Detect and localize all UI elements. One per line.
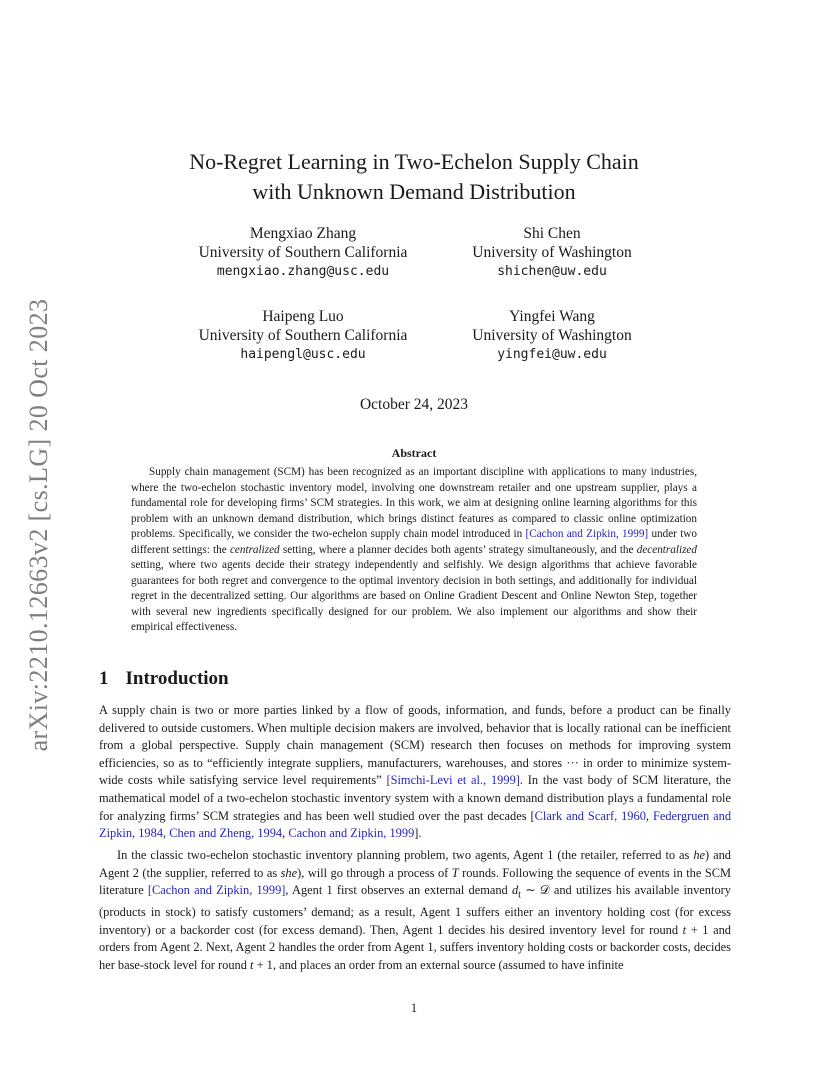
text-run: Supply chain management (SCM) has been recognized as an important discipline with applications to many industries, where the two-echelon stochastic inventory model, involving one downstream retailer and one upstream supplier, plays a fundamental role for developing firms’ SCM strategies. In this work, we aim at designing online learning algorithms for this problem with an unknown demand distribution, which brings distinct features as compared to classic online optimization problems. Specifically, we consider the two-echelon supply chain model introduced in <box>131 466 697 541</box>
text-run: , <box>282 826 289 841</box>
citation-link[interactable]: [Simchi-Levi et al., 1999] <box>386 773 520 788</box>
author-block <box>452 307 652 364</box>
math-subscript: t <box>518 889 522 901</box>
text-run: + 1 and orders from Agent 2. Next, Agent 2 handles the order from Agent 1, suffers inventory holding costs or backorder costs, decides her base-stock level for round <box>99 922 732 973</box>
emphasis: she <box>280 865 298 880</box>
abstract-text <box>131 465 697 636</box>
text-run: , <box>163 826 170 841</box>
author-affiliation: University of Washington <box>472 327 632 344</box>
title-line-1: No-Regret Learning in Two-Echelon Supply Chain <box>189 149 639 174</box>
author-name: Haipeng Luo <box>262 308 344 325</box>
math-symbol: ∼ 𝒟 <box>521 883 550 898</box>
paper-title <box>100 147 728 207</box>
text-run: rounds. Following the sequence of events in the SCM literature <box>99 865 731 898</box>
section-title: Introduction <box>125 668 229 689</box>
citation-link[interactable]: Cachon and Zipkin, 1999 <box>288 826 415 841</box>
text-run: setting, where a planner decides both agents’ strategy simultaneously, and the <box>279 543 637 556</box>
text-run: + 1, and places an order from an external source (assumed to have infinite <box>253 958 624 973</box>
author-affiliation: University of Washington <box>472 244 632 261</box>
author-block <box>170 224 436 281</box>
text-run: A supply chain is two or more parties linked by a flow of goods, information, and funds, before a product can be finally delivered to outside customers. When multiple decision makers are involved, behavior that is locally rational can be inefficient from a global perspective. Supply chain management (SCM) research then focuses on methods for improving system efficiencies, so as to “efficiently integrate suppliers, manufacturers, warehouses, and stores ··· in order to minimize system-wide costs while satisfying service level requirements” <box>99 703 731 788</box>
math-symbol: T <box>451 865 459 880</box>
section-number: 1 <box>99 668 109 689</box>
text-run: under two different settings: the <box>131 528 697 556</box>
math-symbol: t <box>682 922 687 937</box>
author-affiliation: University of Southern California <box>198 327 408 344</box>
text-run: setting, where two agents decide their strategy independently and selfishly. We design algorithms that achieve favorable guarantees for both regret and convergence to the optimal inventory decision in both settings, and additionally for individual regret in the decentralized setting. Our algorithms are based on Online Gradient Descent and Online Newton Step, together with several new ingredients specifically designed for our problem. We also implement our algorithms and show their empirical effectiveness. <box>131 559 697 634</box>
title-line-2: with Unknown Demand Distribution <box>252 179 576 204</box>
citation-link[interactable]: [Cachon and Zipkin, 1999] <box>147 883 286 898</box>
text-run: ) and Agent 2 (the supplier, referred to as <box>99 848 731 880</box>
author-email[interactable]: yingfei@uw.edu <box>497 347 607 362</box>
body-paragraph <box>99 702 731 843</box>
text-run: ]. <box>414 826 422 841</box>
author-affiliation: University of Southern California <box>198 244 408 261</box>
author-name: Yingfei Wang <box>509 308 595 325</box>
citation-link[interactable]: Clark and Scarf, 1960 <box>534 808 646 823</box>
math-symbol: t <box>250 958 254 973</box>
author-block <box>170 307 436 364</box>
citation-link[interactable]: [Cachon and Zipkin, 1999] <box>525 528 649 541</box>
body-paragraph <box>99 847 731 975</box>
emphasis: decentralized <box>636 543 697 556</box>
author-email[interactable]: mengxiao.zhang@usc.edu <box>216 264 390 279</box>
author-name: Mengxiao Zhang <box>249 225 357 242</box>
abstract-heading: Abstract <box>391 446 437 460</box>
page-number: 1 <box>410 1001 418 1015</box>
text-run: and utilizes his available inventory (products in stock) to satisfy customers’ demand; as a result, Agent 1 suffers either an inventory holding cost (for excess inventory) or a backorder cost (for excess demand). Then, Agent 1 decides his desired inventory level for round <box>99 883 731 937</box>
author-name: Shi Chen <box>523 225 581 242</box>
section-heading <box>99 668 229 690</box>
arxiv-identifier-text: arXiv:2210.12663v2 [cs.LG] 20 Oct 2023 <box>24 298 53 752</box>
emphasis: centralized <box>229 543 280 556</box>
text-run: , <box>645 808 653 823</box>
emphasis: he <box>693 848 706 862</box>
arxiv-identifier <box>22 290 56 760</box>
citation-link[interactable]: Federgruen and Zipkin, 1984 <box>99 808 732 841</box>
math-symbol: d <box>511 883 519 898</box>
author-block <box>452 224 652 281</box>
text-run: . In the vast body of SCM literature, the mathematical model of a two-echelon stochastic inventory system with a known demand distribution plays a fundamental role for analyzing firms’ SCM strategies and has been well studied over the past decades [ <box>99 773 731 823</box>
citation-link[interactable]: Chen and Zheng, 1994 <box>169 826 283 841</box>
text-run: In the classic two-echelon stochastic inventory planning problem, two agents, Agent 1 (the retailer, referred to as <box>117 848 694 862</box>
text-run: ), will go through a process of <box>297 865 452 880</box>
author-email[interactable]: haipengl@usc.edu <box>240 347 366 362</box>
author-email[interactable]: shichen@uw.edu <box>497 264 607 279</box>
text-run: , Agent 1 first observes an external demand <box>285 883 512 898</box>
paper-date: October 24, 2023 <box>359 396 469 413</box>
